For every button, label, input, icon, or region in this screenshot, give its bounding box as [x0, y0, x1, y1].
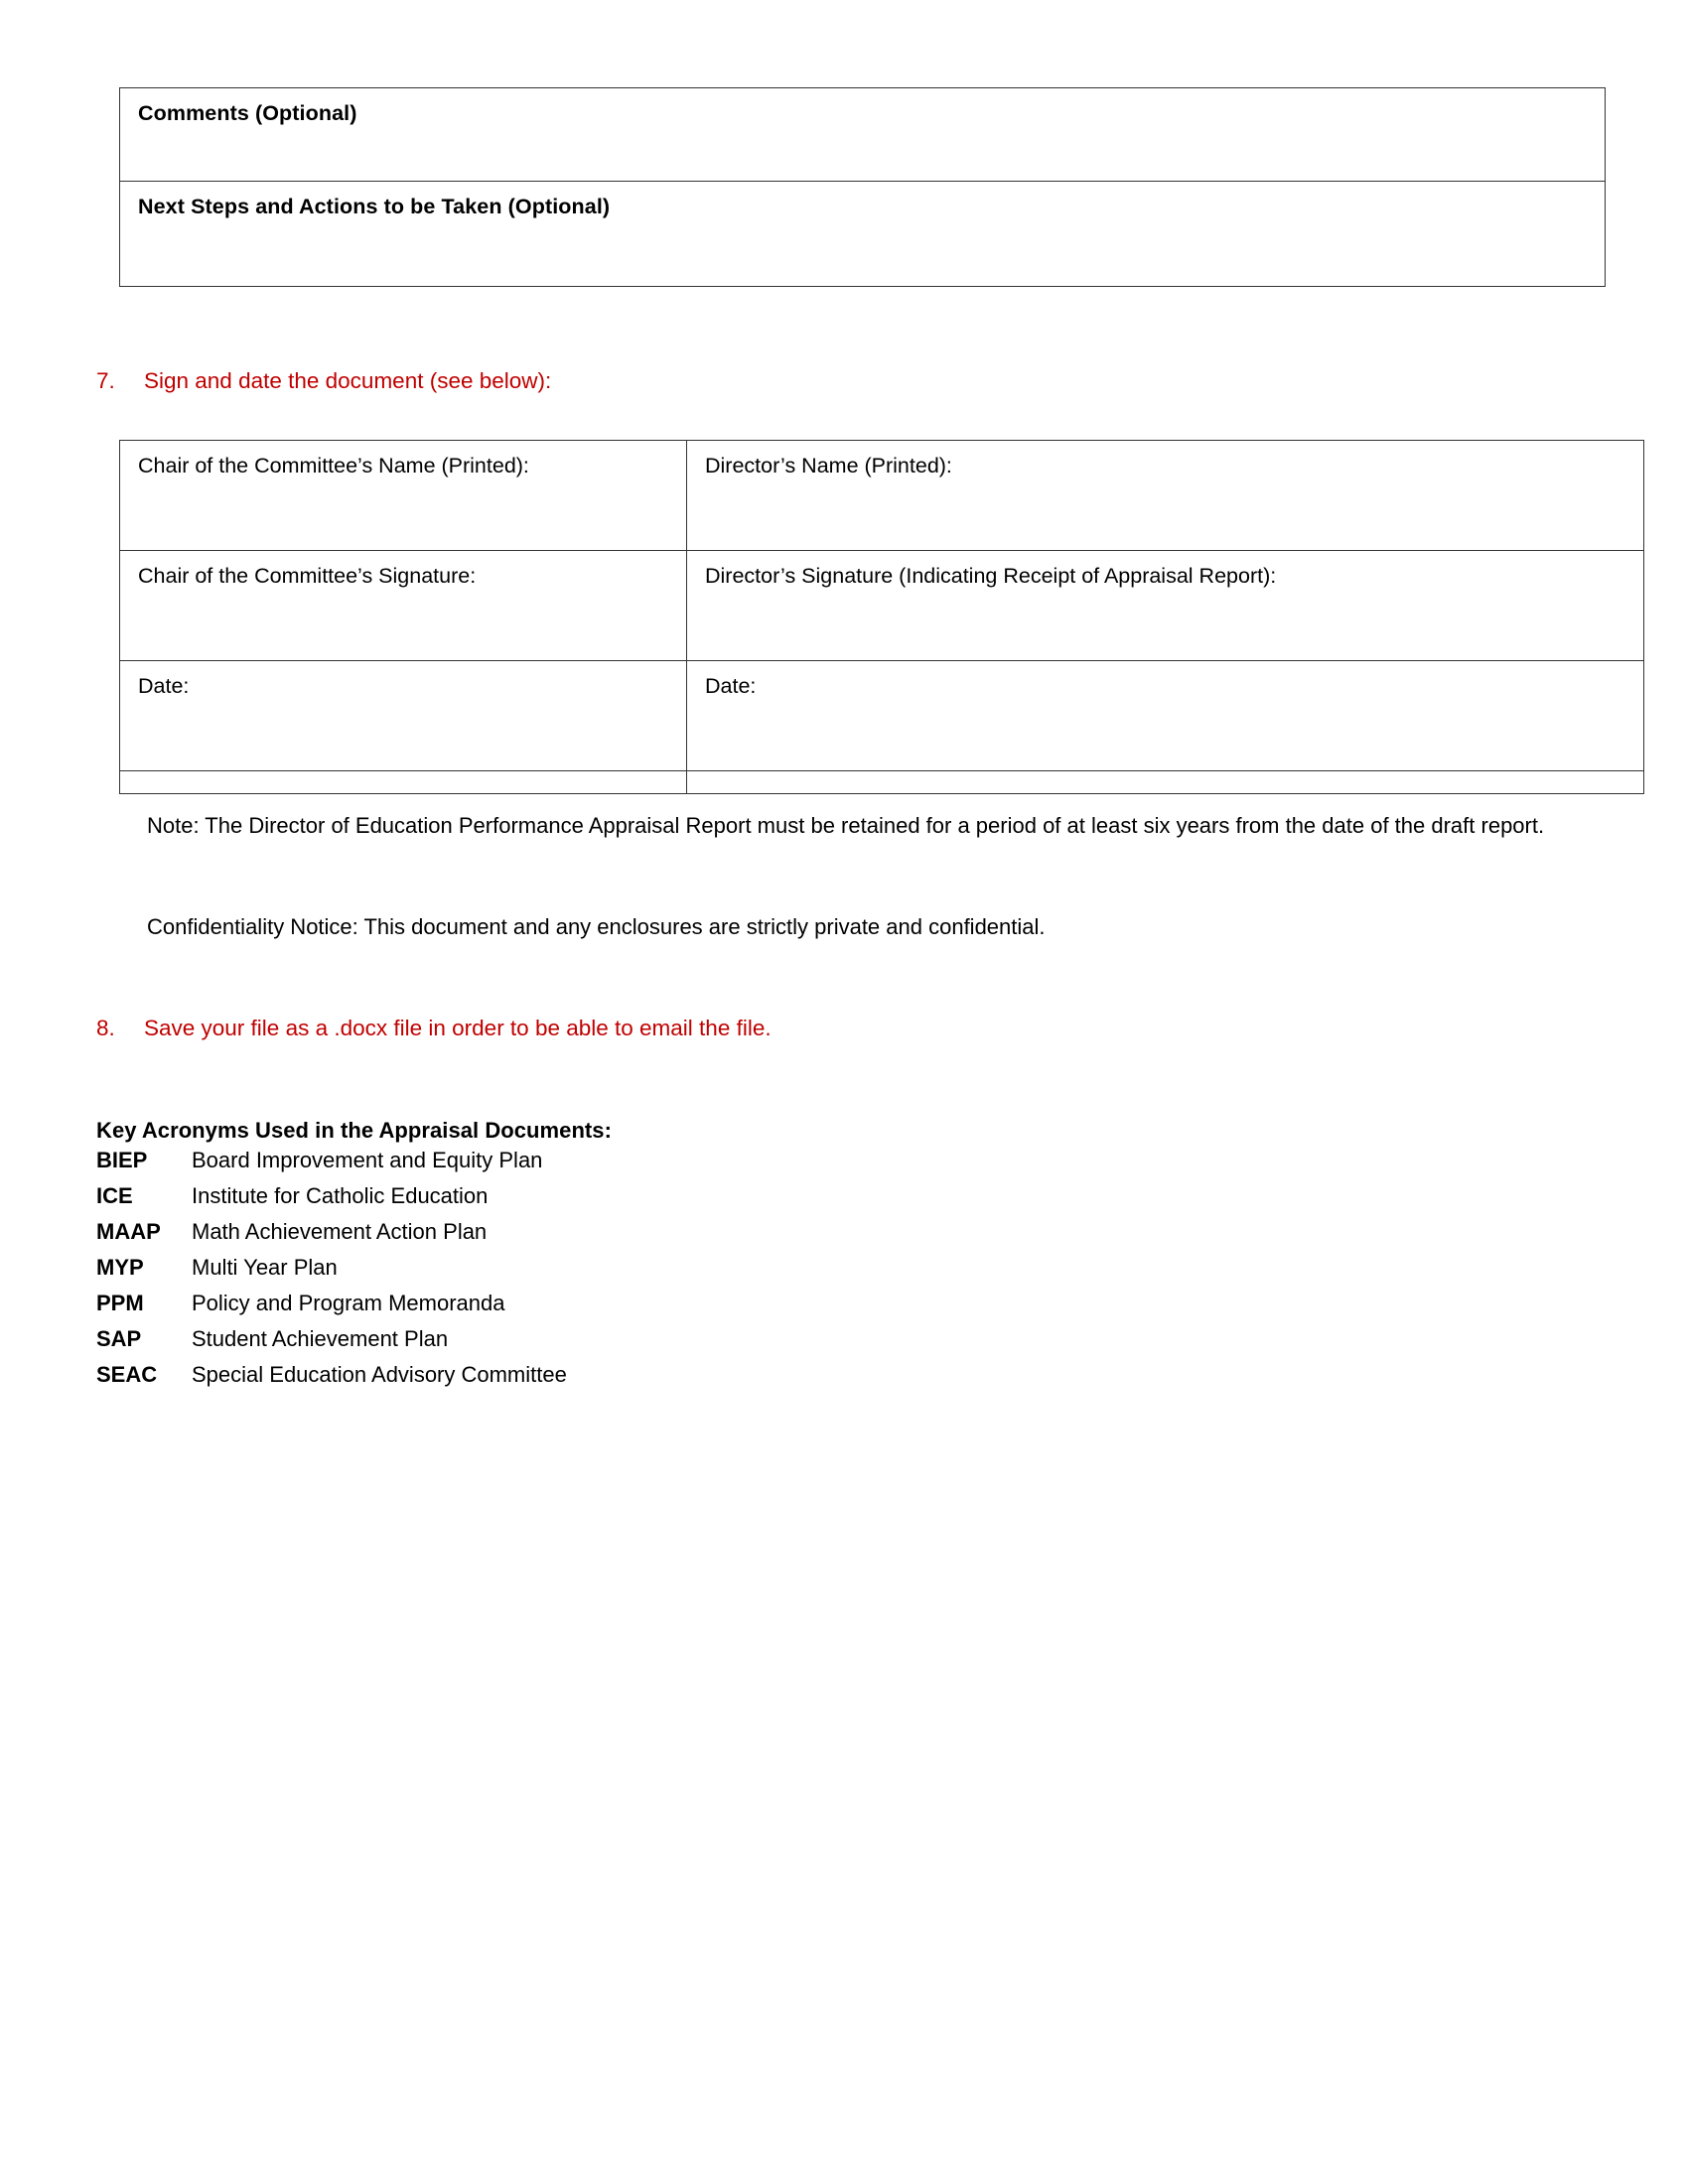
acronym-abbr: BIEP: [96, 1148, 148, 1172]
acronym-meaning: Math Achievement Action Plan: [192, 1219, 488, 1244]
table-row: [120, 182, 1606, 287]
comments-heading: Comments (Optional): [138, 101, 357, 125]
step-item-7: [96, 367, 990, 395]
acronym-abbr: SAP: [96, 1326, 142, 1351]
chair-date-cell[interactable]: [120, 661, 687, 771]
comments-cell[interactable]: [120, 88, 1606, 182]
list-item: [96, 1293, 612, 1328]
chair-signature-label: Chair of the Committee’s Signature:: [138, 564, 477, 588]
table-row: [120, 551, 1644, 661]
director-signature-label: Director’s Signature (Indicating Receipt of Appraisal Report):: [705, 564, 1277, 588]
list-item: [96, 1364, 612, 1400]
step-number: 7.: [96, 368, 115, 393]
acronym-meaning: Board Improvement and Equity Plan: [192, 1148, 543, 1172]
spacer-cell-right[interactable]: [687, 771, 1644, 794]
chair-signature-cell[interactable]: [120, 551, 687, 661]
next-steps-heading: Next Steps and Actions to be Taken (Optional): [138, 195, 611, 218]
list-item: [96, 1257, 612, 1293]
director-name-label: Director’s Name (Printed):: [705, 454, 952, 478]
table-row: [120, 88, 1606, 182]
acronym-meaning: Special Education Advisory Committee: [192, 1362, 567, 1387]
table-row: [120, 661, 1644, 771]
chair-name-label: Chair of the Committee’s Name (Printed):: [138, 454, 529, 478]
list-item: [96, 1150, 612, 1185]
acronym-meaning: Institute for Catholic Education: [192, 1183, 489, 1208]
acronym-meaning: Student Achievement Plan: [192, 1326, 449, 1351]
director-date-cell[interactable]: [687, 661, 1644, 771]
comments-table: [119, 87, 1606, 287]
confidentiality-note: Confidentiality Notice: This document and any enclosures are strictly private and confidential.: [147, 914, 1046, 939]
spacer-cell-left[interactable]: [120, 771, 687, 794]
chair-date-label: Date:: [138, 674, 190, 698]
signature-table: [119, 440, 1644, 794]
director-signature-cell[interactable]: [687, 551, 1644, 661]
step-text: Save your file as a .docx file in order to be able to email the file.: [144, 1016, 772, 1040]
director-name-cell[interactable]: [687, 441, 1644, 551]
acronym-abbr: MYP: [96, 1255, 144, 1280]
acronyms-title: Key Acronyms Used in the Appraisal Documents:: [96, 1118, 612, 1143]
step-text: Sign and date the document (see below):: [144, 368, 552, 393]
list-item: [96, 1221, 612, 1257]
list-item: [96, 1185, 612, 1221]
director-date-label: Date:: [705, 674, 757, 698]
table-row: [120, 771, 1644, 794]
chair-name-cell[interactable]: [120, 441, 687, 551]
acronym-abbr: ICE: [96, 1183, 133, 1208]
acronym-meaning: Policy and Program Memoranda: [192, 1291, 505, 1315]
next-steps-cell[interactable]: [120, 182, 1606, 287]
retention-note: Note: The Director of Education Performance Appraisal Report must be retained for a period of at least six years from the date of the draft report.: [147, 813, 1545, 838]
table-row: [120, 441, 1644, 551]
acronym-abbr: MAAP: [96, 1219, 161, 1244]
list-item: [96, 1328, 612, 1364]
acronyms-section: [96, 1120, 612, 1400]
acronym-abbr: PPM: [96, 1291, 144, 1315]
acronym-abbr: SEAC: [96, 1362, 158, 1387]
step-item-8: [96, 1015, 1189, 1042]
step-number: 8.: [96, 1016, 115, 1040]
acronym-meaning: Multi Year Plan: [192, 1255, 338, 1280]
